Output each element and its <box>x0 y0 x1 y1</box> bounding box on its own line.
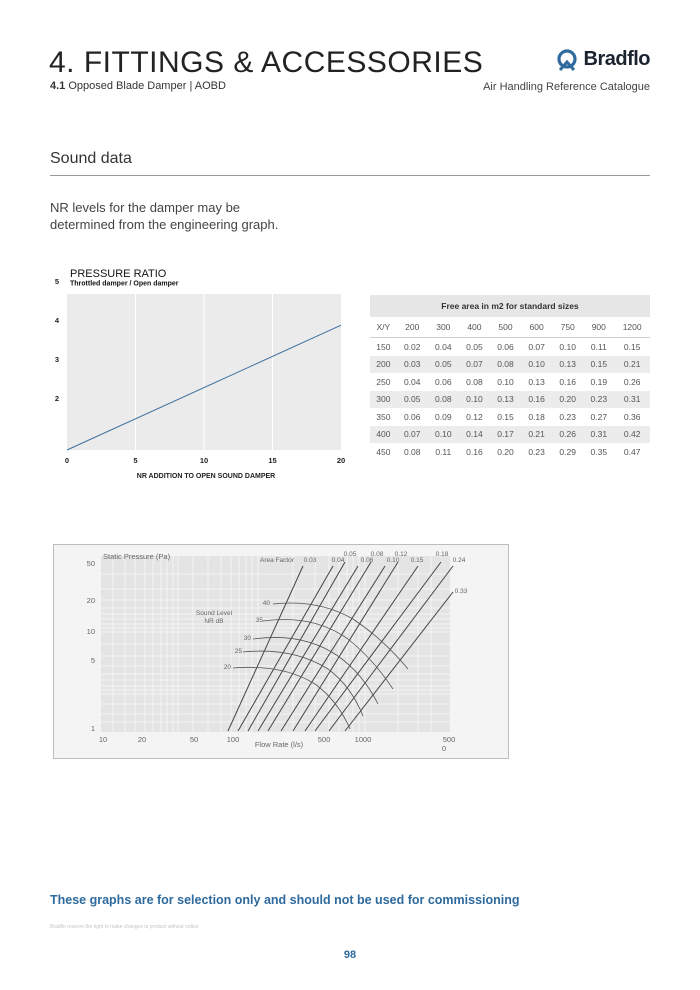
table-cell: 0.47 <box>623 446 641 457</box>
table-cell: 0.11 <box>590 341 607 352</box>
table-cell: 0.26 <box>552 426 583 444</box>
table-corner-header: X/Y <box>370 317 397 338</box>
table-row <box>370 408 650 426</box>
y-tick-label: 50 <box>86 559 95 568</box>
table-cell: 0.13 <box>490 391 521 409</box>
area-factor-label: 0.24 <box>452 557 466 564</box>
area-factor-label: 0.08 <box>370 551 384 558</box>
table-row-header: 400 <box>370 426 397 444</box>
table-cell: 0.20 <box>497 446 514 457</box>
table-cell: 0.08 <box>403 446 421 457</box>
table-cell: 0.10 <box>459 391 490 409</box>
table-column-header: 200 <box>397 317 428 338</box>
y-tick-label: 2 <box>54 394 60 403</box>
table-cell: 0.42 <box>614 426 650 444</box>
table-column-header: 750 <box>552 317 583 338</box>
table-cell: 0.21 <box>614 356 650 374</box>
y-tick-label: 3 <box>54 355 60 364</box>
x-axis-label: NR ADDITION TO OPEN SOUND DAMPER <box>136 473 276 480</box>
subtitle-number: 4.1 <box>50 80 66 92</box>
subtitle-text: Opposed Blade Damper <box>68 80 187 92</box>
y-tick-label: 5 <box>54 277 60 286</box>
table-column-header: 400 <box>459 317 490 338</box>
nr-level-label: 25 <box>234 648 242 655</box>
nr-level-label: 35 <box>255 617 263 624</box>
y-tick-label: 1 <box>90 724 95 733</box>
table-cell: 0.06 <box>435 376 452 387</box>
x-tick-label: 20 <box>137 735 147 744</box>
disclaimer-text: These graphs are for selection only and should not be used for commissioning <box>50 893 520 907</box>
area-factor-label: 0.12 <box>394 551 408 558</box>
table-cell: 0.08 <box>428 391 459 409</box>
area-factor-label: 0.15 <box>410 557 424 564</box>
brand-logo <box>556 48 651 71</box>
table-cell: 0.11 <box>435 446 452 457</box>
table-cell: 0.20 <box>552 391 583 409</box>
table-cell: 0.15 <box>497 411 514 422</box>
table-row-header: 350 <box>376 411 391 422</box>
x-tick-label: 10 <box>199 456 209 465</box>
table-cell: 0.31 <box>614 391 650 409</box>
x-tick-label: 50 <box>189 735 199 744</box>
table-cell: 0.23 <box>583 391 614 409</box>
subtitle-code: AOBD <box>194 80 226 92</box>
table-caption: Free area in m2 for standard sizes <box>370 295 650 317</box>
table-row-header: 150 <box>376 341 391 352</box>
table-cell: 0.36 <box>623 411 641 422</box>
table-row-header: 450 <box>376 446 391 457</box>
y-tick-label: 20 <box>86 596 95 605</box>
table-row <box>370 443 650 461</box>
y-axis-title: Static Pressure (Pa) <box>103 552 171 561</box>
area-factor-label: Area Factor <box>260 557 294 564</box>
table-cell: 0.10 <box>428 426 459 444</box>
pressure-ratio-chart <box>50 262 350 484</box>
table-cell: 0.07 <box>528 341 545 352</box>
fineprint-text: Bradflo reserve the right to make changes to product without notice <box>50 924 199 930</box>
table-cell: 0.27 <box>590 411 608 422</box>
chart-title: PRESSURE RATIO <box>70 268 167 280</box>
table-cell: 0.08 <box>490 356 521 374</box>
table-cell: 0.16 <box>466 446 483 457</box>
sound-level-chart <box>53 544 509 759</box>
nr-level-label: 20 <box>223 664 231 671</box>
table-cell: 0.26 <box>623 376 641 387</box>
table-row <box>370 338 650 356</box>
table-cell: 0.14 <box>459 426 490 444</box>
table-body <box>370 338 650 461</box>
sound-level-unit: NR dB <box>204 618 224 625</box>
sound-level-label: Sound Level <box>195 610 233 617</box>
table-row <box>370 373 650 391</box>
table-cell: 0.05 <box>428 356 459 374</box>
x-tick-label: 0 <box>441 744 447 753</box>
y-tick-label: 10 <box>86 627 95 636</box>
table-cell: 0.17 <box>490 426 521 444</box>
table-column-header: 900 <box>583 317 614 338</box>
brand-name: Bradflo <box>583 48 650 70</box>
table-cell: 0.29 <box>559 446 576 457</box>
table-cell: 0.10 <box>497 376 514 387</box>
x-tick-label: 0 <box>64 456 70 465</box>
table-cell: 0.06 <box>497 341 514 352</box>
table-column-header: 600 <box>521 317 552 338</box>
table-cell: 0.13 <box>552 356 583 374</box>
table-column-header: 1200 <box>614 317 650 338</box>
table-row-header: 250 <box>376 376 391 387</box>
table-column-header: 300 <box>428 317 459 338</box>
page-title: 4. FITTINGS & ACCESSORIES <box>49 46 484 79</box>
table-cell: 0.15 <box>583 356 614 374</box>
table-cell: 0.02 <box>403 341 421 352</box>
table-cell: 0.06 <box>403 411 421 422</box>
x-tick-label: 15 <box>268 456 277 465</box>
table-cell: 0.35 <box>590 446 608 457</box>
x-tick-label: 20 <box>336 456 346 465</box>
table-column-header: 500 <box>490 317 521 338</box>
table-cell: 0.03 <box>397 356 428 374</box>
y-tick-label: 5 <box>90 656 95 665</box>
area-factor-label: 0.33 <box>454 588 468 595</box>
x-tick-label: 10 <box>98 735 108 744</box>
table-row <box>370 391 650 409</box>
table-cell: 0.10 <box>559 341 576 352</box>
x-tick-label: 1000 <box>354 735 372 744</box>
x-tick-label: 100 <box>226 735 240 744</box>
table-cell: 0.31 <box>583 426 614 444</box>
intro-text: NR levels for the damper may be determined from the engineering graph. <box>50 200 279 232</box>
page-subtitle <box>50 80 226 92</box>
section-title: Sound data <box>50 150 132 167</box>
x-tick-label: 5 <box>133 456 138 465</box>
table-cell: 0.18 <box>528 411 545 422</box>
table-cell: 0.13 <box>528 376 545 387</box>
x-tick-label: 500 <box>317 735 331 744</box>
area-factor-label: 0.05 <box>343 551 357 558</box>
table-header-row <box>370 317 650 338</box>
table-cell: 0.23 <box>559 411 576 422</box>
y-tick-label: 4 <box>54 316 60 325</box>
section-divider <box>50 175 650 176</box>
table-row <box>370 426 650 444</box>
table-cell: 0.05 <box>397 391 428 409</box>
nr-level-label: 40 <box>262 600 270 607</box>
table-cell: 0.07 <box>459 356 490 374</box>
table-cell: 0.04 <box>403 376 421 387</box>
table-cell: 0.09 <box>435 411 452 422</box>
nr-level-label: 30 <box>243 635 251 642</box>
table-cell: 0.12 <box>466 411 483 422</box>
page-number: 98 <box>343 949 357 961</box>
table-cell: 0.10 <box>521 356 552 374</box>
area-factor-label: 0.03 <box>303 557 317 564</box>
x-axis-label: Flow Rate (l/s) <box>254 740 304 749</box>
area-factor-label: 0.06 <box>360 557 374 564</box>
table-cell: 0.16 <box>559 376 576 387</box>
area-factor-label: 0.04 <box>331 557 345 564</box>
table-cell: 0.19 <box>590 376 608 387</box>
chart-subtitle: Throttled damper / Open damper <box>70 280 179 288</box>
table-cell: 0.08 <box>466 376 483 387</box>
catalogue-title: Air Handling Reference Catalogue <box>483 81 650 93</box>
table-cell: 0.21 <box>521 426 552 444</box>
table-row <box>370 356 650 374</box>
x-tick-label: 500 <box>442 735 456 744</box>
table-row-header: 200 <box>370 356 397 374</box>
table-cell: 0.16 <box>521 391 552 409</box>
area-factor-label: 0.10 <box>386 557 400 564</box>
table-cell: 0.07 <box>397 426 428 444</box>
table-cell: 0.04 <box>435 341 452 352</box>
subtitle-separator: | <box>189 80 193 92</box>
free-area-table <box>370 295 650 461</box>
table-row-header: 300 <box>370 391 397 409</box>
table-cell: 0.23 <box>528 446 545 457</box>
table-cell: 0.15 <box>623 341 641 352</box>
table-cell: 0.05 <box>466 341 483 352</box>
area-factor-label: 0.18 <box>435 551 449 558</box>
bradflo-logo-icon <box>556 49 578 71</box>
